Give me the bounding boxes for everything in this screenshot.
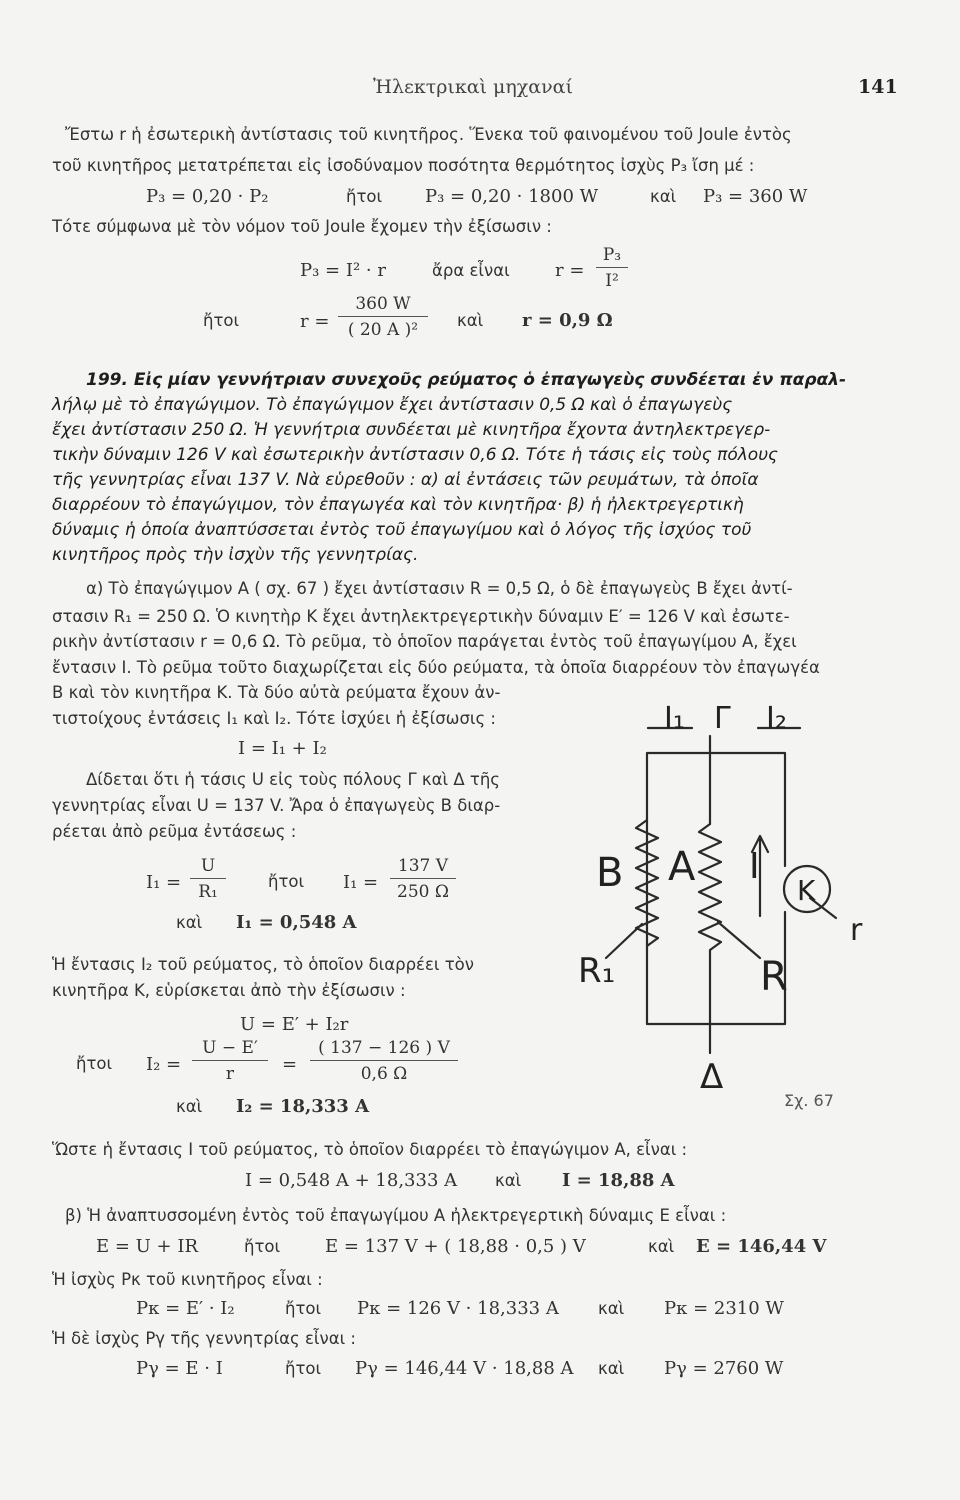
fraction-numerator: U [190, 856, 226, 879]
equation: E = U + IR [96, 1236, 199, 1257]
equation-word: καὶ [457, 311, 484, 330]
equation-word: ἤτοι [76, 1054, 113, 1073]
solution-line: ἔντασιν I. Τὸ ρεῦμα τοῦτο διαχωρίζεται εἰς δύο ρεύματα, τὰ ὁποῖα διαρρέουν τὸν ἐπαγωγέα [52, 658, 820, 677]
circuit-diagram [560, 690, 890, 1130]
figure-label-i: I [749, 846, 760, 887]
equation: = [282, 1054, 298, 1075]
equation-word: ἤτοι [285, 1359, 322, 1378]
equation-word: ἤτοι [346, 187, 383, 206]
equation: U = E′ + I₂r [240, 1014, 349, 1035]
solution-line: β) Ἡ ἀναπτυσσομένη ἐντὸς τοῦ ἐπαγωγίμου A ἠλεκτρεγερτικὴ δύναμις E εἶναι : [65, 1206, 727, 1225]
fraction [190, 856, 226, 902]
fraction-denominator: r [225, 1064, 235, 1084]
equation: I₁ = [343, 872, 379, 893]
fraction [192, 1038, 268, 1084]
fraction-denominator: ( 20 A )² [347, 320, 419, 340]
fraction-denominator: R₁ [198, 882, 218, 902]
solution-line: κινητῆρα K, εὑρίσκεται ἀπὸ τὴν ἐξίσωσιν : [52, 981, 406, 1000]
equation-word: καὶ [176, 913, 203, 932]
paragraph-line: τοῦ κινητῆρος μετατρέπεται εἰς ἰσοδύναμον ποσότητα θερμότητος ἰσχὺς P₃ ἴση μέ : [52, 156, 755, 175]
equation: Pκ = 2310 W [664, 1298, 784, 1319]
figure-label-k: K [797, 874, 816, 907]
equation-word: καὶ [598, 1359, 625, 1378]
fraction-numerator: 137 V [390, 856, 456, 879]
r-leader-line [718, 922, 760, 958]
figure-label-b: B [596, 850, 624, 896]
equation: P₃ = 0,20 · 1800 W [425, 186, 599, 207]
fraction-denominator: 0,6 Ω [360, 1064, 408, 1084]
equation-word: καὶ [598, 1299, 625, 1318]
solution-line: Δίδεται ὅτι ἡ τάσις U εἰς τοὺς πόλους Γ καὶ Δ τῆς [86, 770, 500, 789]
problem-line: κινητῆρος πρὸς τὴν ἰσχὺν τῆς γεννητρίας. [52, 545, 419, 565]
problem-line: διαρρέουν τὸ ἐπαγώγιμον, τὸν ἐπαγωγέα καὶ τὸν κινητῆρα· β) ἡ ἠλεκτρεγερτικὴ [52, 495, 744, 515]
problem-line: τῆς γεννητρίας εἶναι 137 V. Νὰ εὑρεθοῦν : α) αἱ ἐντάσεις τῶν ρευμάτων, τὰ ὁποῖα [52, 470, 759, 490]
solution-line: Ἡ ἰσχὺς Pκ τοῦ κινητῆρος εἶναι : [52, 1270, 323, 1289]
solution-line: τιστοίχους ἐντάσεις I₁ καὶ I₂. Τότε ἰσχύει ἡ ἐξίσωσις : [52, 709, 496, 728]
fraction [596, 245, 628, 291]
equation: Pκ = 126 V · 18,333 A [357, 1298, 559, 1319]
equation-word: καὶ [176, 1097, 203, 1116]
solution-line: α) Τὸ ἐπαγώγιμον A ( σχ. 67 ) ἔχει ἀντίστασιν R = 0,5 Ω, ὁ δὲ ἐπαγωγεὺς B ἔχει ἀντί- [86, 579, 793, 598]
fraction [390, 856, 456, 902]
equation-word: ἤτοι [203, 311, 240, 330]
running-title: Ἠλεκτρικαὶ μηχαναί [373, 76, 573, 98]
equation-word: καὶ [650, 187, 677, 206]
solution-line: γεννητρίας εἶναι U = 137 V. Ἄρα ὁ ἐπαγωγεὺς B διαρ- [52, 796, 501, 815]
equation: r = [300, 311, 330, 332]
equation-word: ἤτοι [268, 872, 305, 891]
fraction-denominator: 250 Ω [397, 882, 449, 902]
figure-label-delta: Δ [700, 1057, 724, 1097]
equation-word: καὶ [495, 1171, 522, 1190]
equation: Pγ = E · I [136, 1358, 223, 1379]
solution-line: στασιν R₁ = 250 Ω. Ὁ κινητὴρ K ἔχει ἀντηλεκτρεγερτικὴν δύναμιν E′ = 126 V καὶ ἐσωτε- [52, 607, 790, 626]
equation-result: I₂ = 18,333 A [236, 1096, 370, 1117]
equation-result: I₁ = 0,548 A [236, 912, 357, 933]
problem-line: τικὴν δύναμιν 126 V καὶ ἐσωτερικὴν ἀντίστασιν 0,6 Ω. Τότε ἡ τάσις εἰς τοὺς πόλους [52, 445, 779, 465]
equation: I = 0,548 A + 18,333 A [245, 1170, 458, 1191]
equation-word: ἤτοι [244, 1237, 281, 1256]
equation-result: E = 146,44 V [696, 1236, 827, 1257]
figure-label-r: R [760, 954, 788, 1000]
figure-caption: Σχ. 67 [784, 1091, 834, 1110]
figure-label-r-small: r [850, 913, 863, 948]
figure-label-gamma: Γ [714, 701, 731, 736]
fraction [338, 294, 428, 340]
page-number: 141 [858, 76, 898, 98]
equation-word: καὶ [648, 1237, 675, 1256]
equation-word: ἤτοι [285, 1299, 322, 1318]
fraction-denominator: I² [605, 271, 619, 291]
problem-line: 199. Εἰς μίαν γεννήτριαν συνεχοῦς ρεύματος ὁ ἐπαγωγεὺς συνδέεται ἐν παραλ- [86, 370, 847, 390]
solution-line: B καὶ τὸν κινητῆρα K. Τὰ δύο αὐτὰ ρεύματα ἔχουν ἀν- [52, 683, 501, 702]
armature-resistor-zigzag [699, 824, 721, 1008]
equation: P₃ = I² · r [300, 260, 386, 281]
equation: Pγ = 2760 W [664, 1358, 784, 1379]
equation-result: I = 18,88 A [562, 1170, 675, 1191]
fraction [310, 1038, 458, 1084]
equation: Pγ = 146,44 V · 18,88 A [355, 1358, 574, 1379]
equation: E = 137 V + ( 18,88 · 0,5 ) V [325, 1236, 586, 1257]
equation-word: ἄρα εἶναι [432, 261, 510, 280]
equation: Pκ = E′ · I₂ [136, 1298, 235, 1319]
fraction-numerator: U − E′ [192, 1038, 268, 1061]
paragraph-line: Τότε σύμφωνα μὲ τὸν νόμον τοῦ Joule ἔχομεν τὴν ἐξίσωσιν : [52, 217, 552, 236]
fraction-numerator: P₃ [596, 245, 628, 268]
left-wire [647, 736, 710, 1053]
equation: r = [555, 260, 585, 281]
solution-line: Ὥστε ἡ ἔντασις I τοῦ ρεύματος, τὸ ὁποῖον διαρρέει τὸ ἐπαγώγιμον A, εἶναι : [52, 1140, 688, 1159]
right-wire-top [710, 753, 785, 866]
equation: I = I₁ + I₂ [238, 738, 327, 759]
solution-line: ρικὴν ἀντίστασιν r = 0,6 Ω. Τὸ ρεῦμα, τὸ ὁποῖον παράγεται ἐντὸς τοῦ ἐπαγωγίμου A, ἔχει [52, 632, 797, 651]
paragraph-line: Ἔστω r ἡ ἐσωτερικὴ ἀντίστασις τοῦ κινητῆρος. Ἕνεκα τοῦ φαινομένου τοῦ Joule ἐντὸς [65, 125, 792, 144]
figure-label-r1: R₁ [578, 951, 616, 991]
equation: I₁ = [146, 872, 182, 893]
figure-label-i1: I₁ [664, 701, 685, 736]
problem-line: λήλῳ μὲ τὸ ἐπαγώγιμον. Τὸ ἐπαγώγιμον ἔχει ἀντίστασιν 0,5 Ω καὶ ὁ ἐπαγωγεὺς [52, 395, 733, 415]
figure-label-i2: I₂ [766, 701, 787, 736]
problem-line: ἔχει ἀντίστασιν 250 Ω. Ἡ γεννήτρια συνδέεται μὲ κινητῆρα ἔχοντα ἀντηλεκτρεγερ- [52, 420, 771, 440]
solution-line: Ἡ ἔντασις I₂ τοῦ ρεύματος, τὸ ὁποῖον διαρρέει τὸν [52, 955, 474, 974]
equation: P₃ = 0,20 · P₂ [146, 186, 269, 207]
equation: I₂ = [146, 1054, 182, 1075]
equation-result: r = 0,9 Ω [522, 310, 613, 331]
solution-line: Ἡ δὲ ἰσχὺς Pγ τῆς γεννητρίας εἶναι : [52, 1329, 356, 1348]
problem-line: δύναμις ἡ ὁποία ἀναπτύσσεται ἐντὸς τοῦ ἐπαγωγίμου καὶ ὁ λόγος τῆς ἰσχύος τοῦ [52, 520, 752, 540]
fraction-numerator: 360 W [338, 294, 428, 317]
solution-line: ρέεται ἀπὸ ρεῦμα ἐντάσεως : [52, 822, 297, 841]
fraction-numerator: ( 137 − 126 ) V [310, 1038, 458, 1061]
equation: P₃ = 360 W [703, 186, 808, 207]
figure-label-a: A [668, 844, 696, 890]
